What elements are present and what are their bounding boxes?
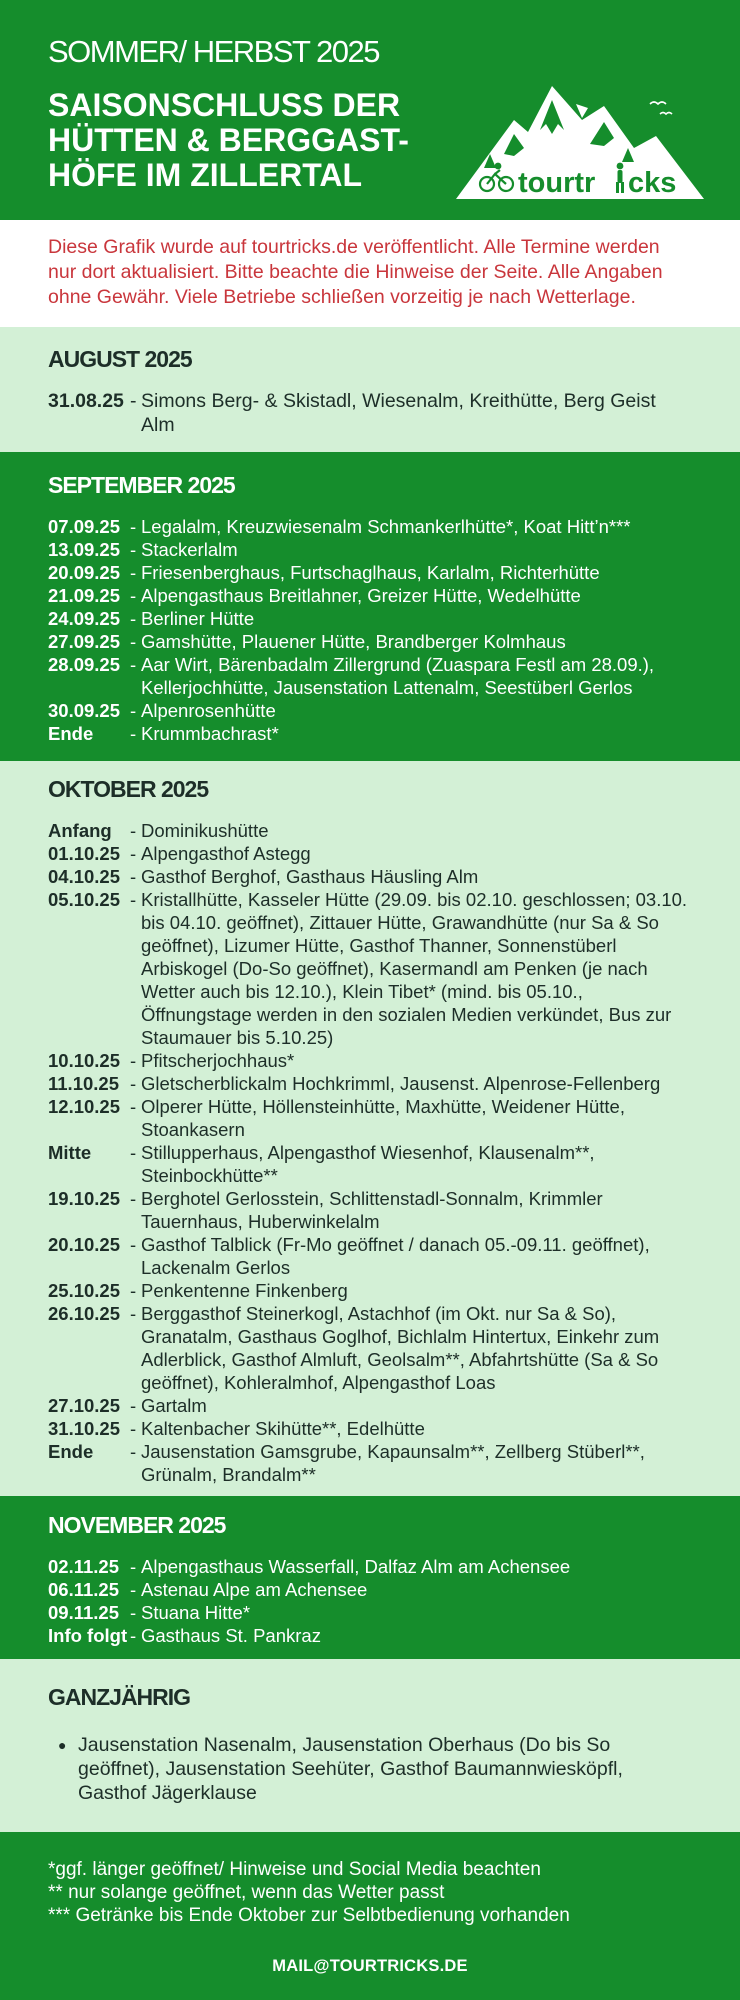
entry-separator: - <box>130 700 137 721</box>
entry-separator: - <box>130 585 137 606</box>
entry-separator: - <box>130 516 137 537</box>
entry-separator: - <box>130 1625 137 1646</box>
entry-date: 19.10.25 <box>48 1188 121 1209</box>
list-item <box>48 515 692 538</box>
entry-date: 04.10.25 <box>48 866 121 887</box>
mail-link[interactable]: MAIL@TOURTRICKS.DE <box>272 1957 468 1975</box>
entry-separator: - <box>130 654 137 675</box>
entry-text: Stackerlalm <box>141 539 238 560</box>
entry-date: 24.09.25 <box>48 608 121 629</box>
entry-text: Dominikushütte <box>141 820 269 841</box>
section-title: AUGUST 2025 <box>48 346 192 372</box>
section-title: OKTOBER 2025 <box>48 776 209 802</box>
entry-separator: - <box>130 562 137 583</box>
entry-separator: - <box>130 1073 137 1094</box>
entry-list <box>48 1555 692 1647</box>
entry-separator: - <box>130 1395 137 1416</box>
entry-separator: - <box>130 1050 137 1071</box>
entry-separator: - <box>130 820 137 841</box>
entry-text: Kristallhütte, Kasseler Hütte (29.09. bis 02.10. geschlossen; 03.10. bis 04.10. geöffnet), Zittauer Hütte, Grawandhütte (nur Sa & So geöffnet), Lizumer Hütte, Gasthof Thanner, Sonnenstüberl Arbiskogel (Do-So geöffnet), Kasermandl am Penken (je nach Wetter auch bis 12.10.), Klein Tibet* (mind. bis 05.10., Öffnungstage werden in den sozialen Medien verkündet, Bus zur Staumauer bis 5.10.25) <box>141 889 688 1048</box>
entry-separator: - <box>130 608 137 629</box>
section-august <box>0 327 740 452</box>
entry-text: Berghotel Gerlosstein, Schlittenstadl-Sonnalm, Krimmler Tauernhaus, Huberwinkelalm <box>141 1188 603 1232</box>
title-line: HÖFE IM ZILLERTAL <box>48 157 363 193</box>
header-banner <box>0 0 740 220</box>
entry-text: Alpengasthof Astegg <box>141 843 311 864</box>
section-year-round <box>0 1659 740 1832</box>
tourtricks-logo <box>454 84 706 202</box>
entry-text: Friesenberghaus, Furtschaglhaus, Karlalm, Richterhütte <box>141 562 600 583</box>
list-item <box>48 1578 692 1601</box>
entry-date: 28.09.25 <box>48 654 121 675</box>
entry-separator: - <box>130 1303 137 1324</box>
entry-separator: - <box>130 866 137 887</box>
list-item <box>48 1601 692 1624</box>
entry-separator: - <box>130 1441 137 1462</box>
entry-separator: - <box>130 1556 137 1577</box>
entry-text: Jausenstation Gamsgrube, Kapaunsalm**, Zellberg Stüberl**, Grünalm, Brandalm** <box>141 1441 645 1485</box>
entry-date: 20.09.25 <box>48 562 121 583</box>
entry-text: Kaltenbacher Skihütte**, Edelhütte <box>141 1418 425 1439</box>
year-round-list <box>48 1733 692 1805</box>
entry-date: 02.11.25 <box>48 1556 119 1577</box>
entry-date: 09.11.25 <box>48 1602 119 1623</box>
section-october <box>0 761 740 1496</box>
entry-separator: - <box>130 390 137 412</box>
entry-date: 11.10.25 <box>48 1073 119 1094</box>
page-title <box>48 88 409 193</box>
bullet-icon: ● <box>58 1737 67 1753</box>
entry-separator: - <box>130 539 137 560</box>
entry-text: Penkentenne Finkenberg <box>141 1280 348 1301</box>
list-item <box>48 653 692 699</box>
entry-text: Krummbachrast* <box>141 723 279 744</box>
entry-date: 30.09.25 <box>48 700 121 721</box>
entry-text: Gletscherblickalm Hochkrimml, Jausenst. Alpenrose-Fellenberg <box>141 1073 661 1094</box>
entry-date: Ende <box>48 723 94 744</box>
entry-date: 13.09.25 <box>48 539 121 560</box>
entry-list <box>48 515 692 745</box>
entry-separator: - <box>130 1142 137 1163</box>
list-item <box>48 1049 692 1072</box>
list-item <box>48 1555 692 1578</box>
list-item <box>48 819 692 842</box>
entry-date: 25.10.25 <box>48 1280 121 1301</box>
entry-separator: - <box>130 889 137 910</box>
list-item <box>48 1095 692 1141</box>
section-title: SEPTEMBER 2025 <box>48 472 235 498</box>
list-item <box>48 584 692 607</box>
entry-date: 01.10.25 <box>48 843 121 864</box>
entry-separator: - <box>130 1234 137 1255</box>
list-item <box>48 865 692 888</box>
section-september <box>0 452 740 761</box>
section-november <box>0 1496 740 1659</box>
list-item <box>48 630 692 653</box>
entry-date: Info folgt <box>48 1625 128 1646</box>
entry-list <box>48 389 692 437</box>
supertitle: SOMMER/ HERBST 2025 <box>48 34 379 69</box>
list-item <box>48 1233 692 1279</box>
logo-text-end: cks <box>628 167 677 199</box>
entry-separator: - <box>130 1418 137 1439</box>
footnote: *ggf. länger geöffnet/ Hinweise und Social Media beachten <box>48 1859 541 1880</box>
entry-separator: - <box>130 1579 137 1600</box>
list-item <box>48 607 692 630</box>
entry-text: Legalalm, Kreuzwiesenalm Schmankerlhütte*, Koat Hitt’n*** <box>141 516 631 537</box>
list-item <box>48 1417 692 1440</box>
entry-date: 20.10.25 <box>48 1234 121 1255</box>
entry-text: Pfitscherjochhaus* <box>141 1050 295 1071</box>
list-item <box>48 1394 692 1417</box>
entry-separator: - <box>130 1096 137 1117</box>
entry-text: Gartalm <box>141 1395 207 1416</box>
entry-text: Alpenrosenhütte <box>141 700 276 721</box>
entry-date: Ende <box>48 1441 94 1462</box>
list-item <box>48 888 692 1049</box>
section-title: GANZJÄHRIG <box>48 1684 191 1710</box>
entry-separator: - <box>130 1280 137 1301</box>
entry-text: Gasthaus St. Pankraz <box>141 1625 321 1646</box>
list-item <box>48 1440 692 1486</box>
entry-text: Stuana Hitte* <box>141 1602 251 1623</box>
list-item <box>48 1072 692 1095</box>
entry-text: Astenau Alpe am Achensee <box>141 1579 368 1600</box>
entry-text: Simons Berg- & Skistadl, Wiesenalm, Kreithütte, Berg Geist Alm <box>141 390 656 436</box>
footnote: ** nur solange geöffnet, wenn das Wetter passt <box>48 1882 445 1903</box>
section-title: NOVEMBER 2025 <box>48 1512 226 1538</box>
list-item <box>48 1187 692 1233</box>
entry-date: Mitte <box>48 1142 92 1163</box>
entry-list <box>48 819 692 1486</box>
list-item <box>48 1733 692 1805</box>
entry-date: 27.10.25 <box>48 1395 121 1416</box>
entry-separator: - <box>130 1602 137 1623</box>
entry-text: Alpengasthaus Breitlahner, Greizer Hütte, Wedelhütte <box>141 585 581 606</box>
list-item <box>48 722 692 745</box>
entry-text: Alpengasthaus Wasserfall, Dalfaz Alm am Achensee <box>141 1556 571 1577</box>
entry-separator: - <box>130 1188 137 1209</box>
entry-text: Berggasthof Steinerkogl, Astachhof (im Okt. nur Sa & So), Granatalm, Gasthaus Goglhof, Bichlalm Hintertux, Einkehr zum Adlerblick, Gasthof Almluft, Geolsalm**, Abfahrtshütte (Sa & So geöffnet), Kohleralmhof, Alpengasthof Loas <box>141 1303 660 1393</box>
list-item <box>48 1624 692 1647</box>
entry-date: 31.08.25 <box>48 390 124 412</box>
entry-text: Aar Wirt, Bärenbadalm Zillergrund (Zuaspara Festl am 28.09.), Kellerjochhütte, Jausenstation Lattenalm, Seestüberl Gerlos <box>141 654 655 698</box>
list-item-text: Jausenstation Nasenalm, Jausenstation Oberhaus (Do bis So geöffnet), Jausenstation Seehüter, Gasthof Baumannwiesköpfl, Gasthof Jägerklause <box>78 1734 623 1804</box>
list-item <box>48 1141 692 1187</box>
list-item <box>48 842 692 865</box>
title-line: SAISONSCHLUSS DER <box>48 87 401 123</box>
entry-date: 26.10.25 <box>48 1303 121 1324</box>
list-item <box>48 389 692 437</box>
logo-text: tourtr <box>518 167 596 199</box>
title-line: HÜTTEN & BERGGAST- <box>48 122 409 158</box>
entry-date: 12.10.25 <box>48 1096 121 1117</box>
entry-text: Gamshütte, Plauener Hütte, Brandberger Kolmhaus <box>141 631 566 652</box>
entry-separator: - <box>130 843 137 864</box>
entry-text: Olperer Hütte, Höllensteinhütte, Maxhütte, Weidener Hütte, Stoankasern <box>141 1096 625 1140</box>
footnote: *** Getränke bis Ende Oktober zur Selbtbedienung vorhanden <box>48 1905 570 1926</box>
entry-separator: - <box>130 723 137 744</box>
entry-text: Berliner Hütte <box>141 608 255 629</box>
entry-date: 05.10.25 <box>48 889 121 910</box>
entry-date: 06.11.25 <box>48 1579 119 1600</box>
entry-text: Gasthof Berghof, Gasthaus Häusling Alm <box>141 866 479 887</box>
entry-date: 10.10.25 <box>48 1050 121 1071</box>
entry-text: Gasthof Talblick (Fr-Mo geöffnet / danach 05.-09.11. geöffnet), Lackenalm Gerlos <box>141 1234 650 1278</box>
list-item <box>48 561 692 584</box>
entry-separator: - <box>130 631 137 652</box>
entry-date: 21.09.25 <box>48 585 121 606</box>
list-item <box>48 538 692 561</box>
list-item <box>48 699 692 722</box>
list-item <box>48 1279 692 1302</box>
entry-date: Anfang <box>48 820 112 841</box>
entry-date: 27.09.25 <box>48 631 121 652</box>
footer <box>0 1832 740 2000</box>
entry-date: 07.09.25 <box>48 516 121 537</box>
list-item <box>48 1302 692 1394</box>
entry-text: Stillupperhaus, Alpengasthof Wiesenhof, Klausenalm**, Steinbockhütte** <box>141 1142 595 1186</box>
entry-date: 31.10.25 <box>48 1418 121 1439</box>
notice-text: Diese Grafik wurde auf tourtricks.de veröffentlicht. Alle Termine werden nur dort aktualisiert. Bitte beachte die Hinweise der Seite. Alle Angaben ohne Gewähr. Viele Betriebe schließen vorzeitig je nach Wetterlage. <box>0 220 740 327</box>
